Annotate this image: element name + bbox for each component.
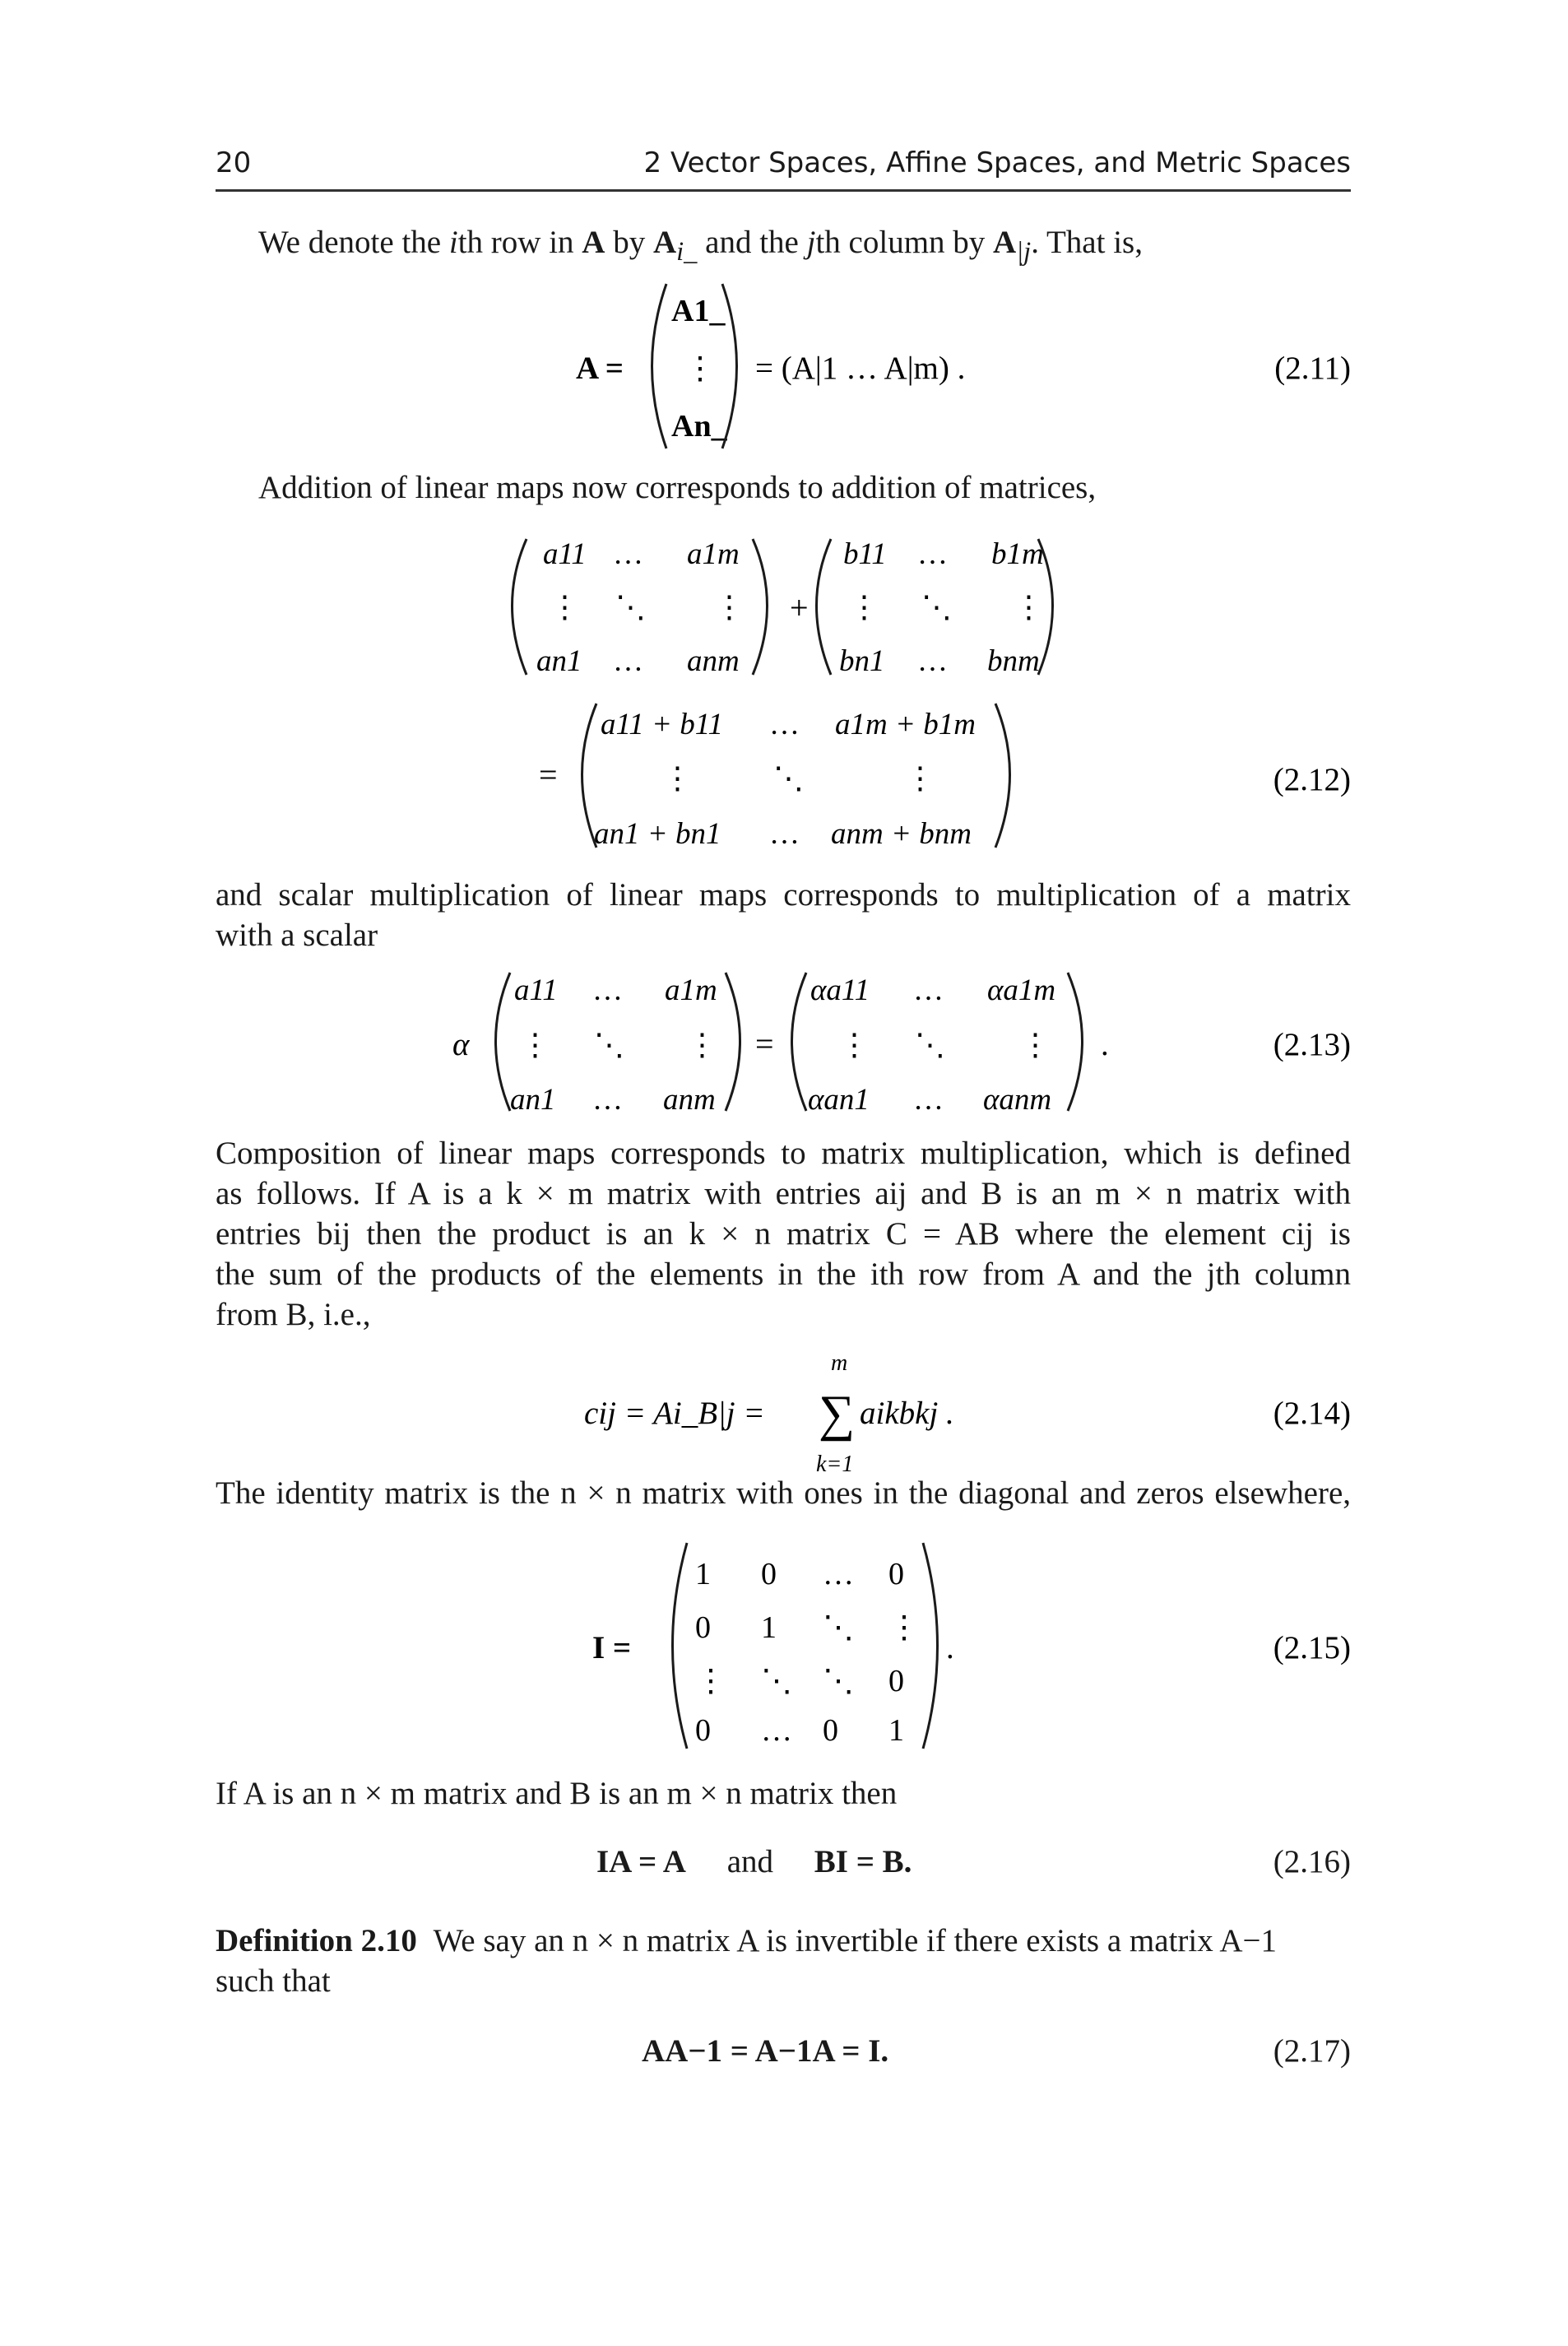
eq213-a-cell: ⋱ [594, 1029, 624, 1062]
eq214-sum-lower: k=1 [816, 1452, 854, 1477]
math-var: i [448, 225, 458, 260]
eq215-cell: 0 [695, 1610, 711, 1645]
equation-2-14 [0, 1341, 1568, 1481]
eq216-left: IA = A [596, 1844, 686, 1879]
eq213-a-cell: … [592, 1083, 623, 1117]
eq213-r-left-paren [792, 973, 807, 1111]
eq213-number: (2.13) [1273, 1027, 1351, 1062]
eq216-and: and [726, 1844, 773, 1879]
running-title: 2 Vector Spaces, Affine Spaces, and Metric Spaces [643, 146, 1351, 179]
eq212-sum-cell: a11 + b11 [601, 708, 723, 741]
definition-line2: such that [216, 1963, 331, 1999]
paragraph-composition-line4: the sum of the products of the elements in the ith row from A and the jth column [216, 1257, 1351, 1292]
eq213-a-cell: anm [663, 1083, 716, 1117]
eq213-r-cell: ⋮ [1020, 1029, 1051, 1062]
eq213-r-cell: αanm [983, 1083, 1052, 1117]
eq215-number: (2.15) [1273, 1630, 1351, 1665]
equation-2-16 [596, 1843, 912, 1880]
eq213-r-cell: αa11 [810, 973, 870, 1007]
paragraph-composition-line5: from B, i.e., [216, 1297, 371, 1332]
eq211-vdots: ⋮ [684, 351, 716, 386]
eq215-cell: ⋱ [823, 1610, 854, 1645]
eq212-a-cell: a1m [687, 537, 740, 571]
eq212-sum-cell: ⋮ [905, 762, 935, 796]
header-rule [216, 189, 1351, 192]
paragraph-identity: The identity matrix is the n × n matrix with ones in the diagonal and zeros elsewhere, [216, 1475, 1351, 1511]
page-number: 20 [216, 146, 252, 179]
eq215-cell: 0 [761, 1557, 777, 1591]
eq213-r-cell: αan1 [808, 1083, 870, 1117]
eq213-alpha: α [452, 1027, 470, 1062]
math-var: j [806, 225, 816, 260]
eq215-cell: 0 [888, 1557, 904, 1591]
math-bold: A [652, 225, 677, 260]
text-run: th column by [815, 225, 994, 260]
eq212-plus: + [790, 589, 809, 626]
eq212-b-cell: bnm [987, 644, 1040, 678]
eq213-r-cell: ⋱ [915, 1029, 945, 1062]
paragraph-scalar-line1: and scalar multiplication of linear maps corresponds to multiplication of a matrix [216, 877, 1351, 913]
eq213-a-cell: a11 [514, 973, 558, 1007]
eq211-left-paren [652, 284, 667, 448]
eq215-cell: ⋱ [761, 1664, 792, 1698]
eq213-a-cell: … [592, 973, 623, 1007]
eq215-cell: 0 [695, 1713, 711, 1748]
eq213-a-cell: a1m [665, 973, 717, 1007]
math-sub: i_ [676, 236, 698, 267]
equation-2-11 [0, 272, 1568, 461]
math-bold: A [582, 225, 605, 260]
eq212-a-cell: ⋮ [550, 591, 580, 625]
eq213-a-right-paren [726, 973, 740, 1111]
eq212-b-cell: b1m [991, 537, 1044, 571]
text-run: . That is, [1031, 225, 1143, 260]
eq212-b-cell: ⋱ [921, 591, 952, 625]
eq211-row1: A1_ [671, 294, 726, 328]
eq212-b-cell: … [917, 537, 948, 571]
eq212-a-cell: … [613, 537, 643, 571]
eq213-period: . [1101, 1027, 1109, 1062]
eq215-lhs: I = [592, 1630, 632, 1665]
eq215-cell: 0 [823, 1713, 838, 1748]
eq212-sum-cell: a1m + b1m [835, 708, 976, 741]
eq215-cell: ⋱ [823, 1664, 854, 1698]
paragraph-scalar-line2: with a scalar [216, 917, 378, 953]
eq212-sum-cell: ⋱ [773, 762, 804, 796]
eq213-r-cell: … [913, 973, 944, 1007]
eq214-lhs: cij = Ai_B|j = [584, 1396, 765, 1431]
text-run: We denote the [258, 225, 449, 260]
eq213-a-cell: ⋮ [520, 1029, 550, 1062]
eq214-term: aikbkj . [860, 1396, 954, 1431]
paragraph-composition-line1: Composition of linear maps corresponds to matrix multiplication, which is defined [216, 1136, 1351, 1171]
text-run: th row in [457, 225, 582, 260]
eq212-sum-cell: ⋮ [662, 762, 693, 796]
eq213-a-cell: an1 [510, 1083, 556, 1117]
eq212-sum-cell: … [769, 708, 800, 741]
eq216-right: BI = B. [814, 1844, 912, 1879]
eq213-equals: = [755, 1025, 774, 1062]
eq213-r-cell: … [913, 1083, 944, 1117]
eq212-b-cell: ⋮ [849, 591, 879, 625]
eq215-left-paren [673, 1543, 688, 1749]
eq213-r-cell: αa1m [987, 973, 1056, 1007]
eq215-grid [695, 1557, 920, 1748]
eq213-a-left-paren [496, 973, 511, 1111]
eq212-sum-cell: an1 + bn1 [594, 817, 721, 851]
eq215-period: . [946, 1630, 954, 1665]
eq215-cell: … [761, 1713, 792, 1748]
eq214-sum-upper: m [831, 1350, 848, 1376]
eq213-r-right-paren [1068, 973, 1083, 1111]
eq215-cell: 0 [888, 1664, 904, 1698]
eq215-cell: 1 [761, 1610, 777, 1645]
paragraph-row-column-notation [258, 222, 1143, 272]
eq215-right-paren [923, 1543, 938, 1749]
eq212-a-cell: anm [687, 644, 740, 678]
eq211-number: (2.11) [1274, 351, 1351, 386]
eq214-sum-sign: ∑ [819, 1386, 856, 1442]
eq212-sum-right-paren [995, 704, 1010, 848]
definition-2-10 [216, 1921, 1277, 1961]
definition-text: We say an n × n matrix A is invertible if there exists a matrix A−1 [433, 1923, 1277, 1958]
eq212-a-cell: … [613, 644, 643, 678]
eq217-number: (2.17) [1273, 2033, 1351, 2069]
eq212-b-cell: bn1 [839, 644, 885, 678]
eq212-equals: = [539, 756, 558, 793]
paragraph-composition-line2: as follows. If A is a k × m matrix with entries aij and B is an m × n matrix with [216, 1176, 1351, 1211]
text-run: and the [697, 225, 807, 260]
equation-2-13 [0, 963, 1568, 1127]
eq212-b-cell: ⋮ [1014, 591, 1044, 625]
definition-label: Definition 2.10 [216, 1923, 417, 1958]
eq212-a-cell: ⋮ [714, 591, 745, 625]
equation-2-12 [0, 527, 1568, 864]
eq212-a-cell: a11 [543, 537, 587, 571]
eq211-rhs: = (A|1 … A|m) . [755, 351, 966, 386]
eq215-cell: 1 [695, 1557, 711, 1591]
eq212-a-right-paren [753, 539, 768, 675]
eq215-cell: 1 [888, 1713, 904, 1748]
eq215-cell: ⋮ [695, 1664, 726, 1698]
eq215-cell: … [823, 1557, 854, 1591]
equation-2-17: AA−1 = A−1A = I. [642, 2033, 889, 2069]
text-run: by [605, 225, 653, 260]
paragraph-composition-line3: entries bij then the product is an k × n matrix C = AB where the element cij is [216, 1216, 1351, 1252]
eq213-r-cell: ⋮ [839, 1029, 870, 1062]
eq212-a-left-paren [513, 539, 527, 675]
equation-2-15 [0, 1531, 1568, 1769]
eq212-number: (2.12) [1273, 762, 1351, 797]
eq212-b-cell: … [917, 644, 948, 678]
eq215-cell: ⋮ [888, 1610, 920, 1645]
eq212-a-cell: an1 [536, 644, 582, 678]
eq212-a-cell: ⋱ [615, 591, 646, 625]
eq214-number: (2.14) [1273, 1396, 1351, 1431]
eq211-lhs: A = [576, 351, 624, 386]
math-sub: |j [1016, 236, 1032, 267]
paragraph-addition: Addition of linear maps now corresponds to addition of matrices, [258, 470, 1097, 505]
eq212-sum-cell: … [769, 817, 800, 851]
eq212-b-cell: b11 [843, 537, 887, 571]
eq212-sum-cell: anm + bnm [831, 817, 972, 851]
eq216-number: (2.16) [1273, 1844, 1351, 1879]
eq212-b-left-paren [817, 539, 832, 675]
eq211-row3: An_ [671, 409, 727, 444]
eq213-a-cell: ⋮ [687, 1029, 717, 1062]
math-bold: A [993, 225, 1017, 260]
paragraph-ia-condition: If A is an n × m matrix and B is an m × n matrix then [216, 1776, 898, 1811]
